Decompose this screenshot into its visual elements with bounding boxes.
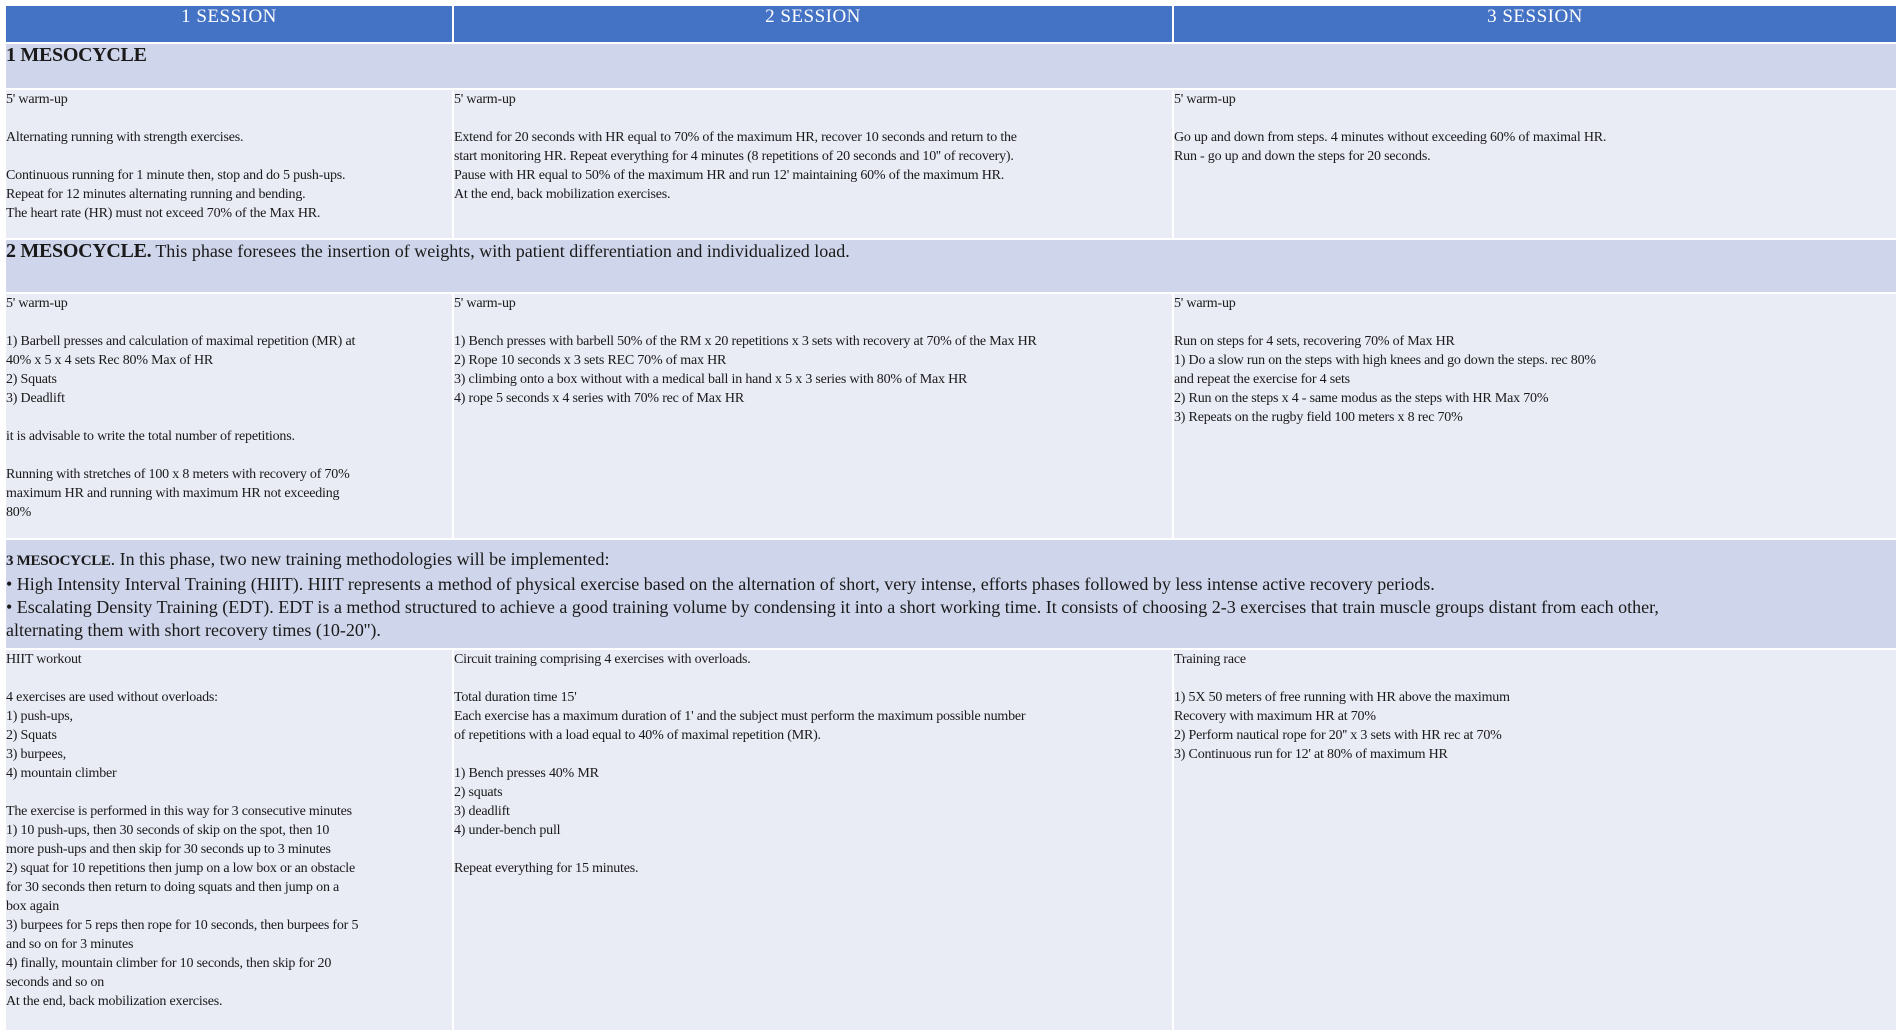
session-line: Total duration time 15' — [454, 690, 577, 705]
session-line: 5' warm-up — [6, 296, 68, 311]
line-spacer — [6, 446, 452, 465]
session-line: 5' warm-up — [454, 92, 516, 107]
session-line: Pause with HR equal to 50% of the maximum HR and run 12' maintaining 60% of the maximum HR. — [454, 168, 1005, 183]
session-line: 5' warm-up — [1174, 92, 1236, 107]
session-line: 4) rope 5 seconds x 4 series with 70% rec of Max HR — [454, 391, 744, 406]
line-spacer — [1174, 669, 1896, 688]
session-line: Go up and down from steps. 4 minutes without exceeding 60% of maximal HR. — [1174, 130, 1607, 145]
mesocycle-3-bullet-edt-cont: alternating them with short recovery times (10-20''). — [6, 620, 381, 640]
mesocycle-1-row — [5, 43, 1897, 89]
meso1-session3-cell — [1173, 89, 1897, 239]
session-line: 1) push-ups, — [6, 709, 73, 724]
session-line: more push-ups and then skip for 30 seconds up to 3 minutes — [6, 842, 331, 857]
mesocycle-3-sessions — [5, 649, 1897, 1031]
session-line: 5' warm-up — [454, 296, 516, 311]
session-line: 1) 5X 50 meters of free running with HR above the maximum — [1174, 690, 1510, 705]
line-spacer — [454, 669, 1172, 688]
session-line: Training race — [1174, 652, 1246, 667]
session-line: At the end, back mobilization exercises. — [6, 994, 223, 1009]
session-line: 2) Squats — [6, 728, 57, 743]
session-line: maximum HR and running with maximum HR not exceeding — [6, 486, 340, 501]
session-line: it is advisable to write the total number of repetitions. — [6, 429, 295, 444]
meso3-session1-cell — [5, 649, 453, 1031]
session-line: 4) finally, mountain climber for 10 seconds, then skip for 20 — [6, 956, 332, 971]
session-line: 3) deadlift — [454, 804, 510, 819]
session-line: 5' warm-up — [1174, 296, 1236, 311]
header-session-3: 3 SESSION — [1173, 5, 1897, 43]
session-line: Run on steps for 4 sets, recovering 70% of Max HR — [1174, 334, 1455, 349]
session-line: At the end, back mobilization exercises. — [454, 187, 671, 202]
session-line: HIIT workout — [6, 652, 82, 667]
header-row — [5, 5, 1897, 43]
session-line: 3) climbing onto a box without with a medical ball in hand x 5 x 3 series with 80% of Max HR — [454, 372, 968, 387]
session-line: 2) Perform nautical rope for 20'' x 3 sets with HR rec at 70% — [1174, 728, 1502, 743]
mesocycle-2-header — [5, 239, 1897, 293]
session-line: The heart rate (HR) must not exceed 70% of the Max HR. — [6, 206, 321, 221]
session-line: of repetitions with a load equal to 40% of maximal repetition (MR). — [454, 728, 821, 743]
mesocycle-2-row — [5, 239, 1897, 293]
training-schedule-table — [4, 4, 1898, 1032]
line-spacer — [6, 408, 452, 427]
mesocycle-3-description: . In this phase, two new training methodologies will be implemented: — [110, 549, 610, 569]
session-line: and repeat the exercise for 4 sets — [1174, 372, 1350, 387]
mesocycle-1-title: 1 MESOCYCLE — [6, 44, 147, 66]
session-line: start monitoring HR. Repeat everything for 4 minutes (8 repetitions of 20 seconds and 10'' of recovery). — [454, 149, 1014, 164]
line-spacer — [6, 109, 452, 128]
line-spacer — [6, 669, 452, 688]
mesocycle-1-header — [5, 43, 1897, 89]
session-line: Each exercise has a maximum duration of 1' and the subject must perform the maximum possible number — [454, 709, 1026, 724]
meso2-session2-cell — [453, 293, 1173, 539]
session-line: 4 exercises are used without overloads: — [6, 690, 218, 705]
line-spacer — [1174, 313, 1896, 332]
session-line: Repeat for 12 minutes alternating running and bending. — [6, 187, 306, 202]
mesocycle-3-bullet-hiit: • High Intensity Interval Training (HIIT). HIIT represents a method of physical exercise based on the alternation of short, very intense, efforts phases followed by less intense active recovery periods. — [6, 574, 1435, 594]
line-spacer — [454, 840, 1172, 859]
session-line: 4) under-bench pull — [454, 823, 561, 838]
mesocycle-1-sessions — [5, 89, 1897, 239]
session-line: The exercise is performed in this way for 3 consecutive minutes — [6, 804, 352, 819]
session-line: Repeat everything for 15 minutes. — [454, 861, 639, 876]
mesocycle-2-sessions — [5, 293, 1897, 539]
session-line: 3) Repeats on the rugby field 100 meters x 8 rec 70% — [1174, 410, 1463, 425]
session-line: 2) Squats — [6, 372, 57, 387]
line-spacer — [1174, 109, 1896, 128]
session-line: 1) Bench presses 40% MR — [454, 766, 599, 781]
session-line: for 30 seconds then return to doing squats and then jump on a — [6, 880, 340, 895]
session-line: Circuit training comprising 4 exercises with overloads. — [454, 652, 751, 667]
mesocycle-3-bullet-edt: • Escalating Density Training (EDT). EDT is a method structured to achieve a good training volume by condensing it into a short working time. It consists of choosing 2-3 exercises that train muscle groups distant from each other, — [6, 597, 1659, 617]
mesocycle-2-description: This phase foresees the insertion of weights, with patient differentiation and individualized load. — [155, 241, 850, 261]
meso1-session2-cell — [453, 89, 1173, 239]
line-spacer — [6, 783, 452, 802]
session-line: 40% x 5 x 4 sets Rec 80% Max of HR — [6, 353, 214, 368]
session-line: 2) squat for 10 repetitions then jump on a low box or an obstacle — [6, 861, 355, 876]
line-spacer — [6, 147, 452, 166]
session-line: Recovery with maximum HR at 70% — [1174, 709, 1376, 724]
session-line: 3) Deadlift — [6, 391, 65, 406]
line-spacer — [6, 313, 452, 332]
meso1-session1-cell — [5, 89, 453, 239]
meso3-session2-cell — [453, 649, 1173, 1031]
session-line: 2) squats — [454, 785, 503, 800]
header-session-1: 1 SESSION — [5, 5, 453, 43]
mesocycle-3-header — [5, 539, 1897, 649]
session-line: 3) burpees, — [6, 747, 67, 762]
session-line: 1) Barbell presses and calculation of maximal repetition (MR) at — [6, 334, 356, 349]
session-line: 5' warm-up — [6, 92, 68, 107]
session-line: 1) 10 push-ups, then 30 seconds of skip on the spot, then 10 — [6, 823, 330, 838]
session-line: box again — [6, 899, 60, 914]
session-line: 2) Rope 10 seconds x 3 sets REC 70% of max HR — [454, 353, 727, 368]
mesocycle-3-title: 3 MESOCYCLE — [6, 553, 111, 569]
session-line: 1) Do a slow run on the steps with high knees and go down the steps. rec 80% — [1174, 353, 1596, 368]
session-line: 4) mountain climber — [6, 766, 117, 781]
session-line: Alternating running with strength exercises. — [6, 130, 244, 145]
session-line: 3) Continuous run for 12' at 80% of maximum HR — [1174, 747, 1448, 762]
line-spacer — [454, 745, 1172, 764]
session-line: 2) Run on the steps x 4 - same modus as the steps with HR Max 70% — [1174, 391, 1549, 406]
session-line: seconds and so on — [6, 975, 105, 990]
session-line: and so on for 3 minutes — [6, 937, 134, 952]
session-line: 3) burpees for 5 reps then rope for 10 seconds, then burpees for 5 — [6, 918, 359, 933]
line-spacer — [454, 313, 1172, 332]
meso2-session3-cell — [1173, 293, 1897, 539]
line-spacer — [454, 109, 1172, 128]
mesocycle-3-row — [5, 539, 1897, 649]
session-line: Run - go up and down the steps for 20 seconds. — [1174, 149, 1431, 164]
session-line: 1) Bench presses with barbell 50% of the RM x 20 repetitions x 3 sets with recovery at 70% of the Max HR — [454, 334, 1037, 349]
meso2-session1-cell — [5, 293, 453, 539]
session-line: Running with stretches of 100 x 8 meters with recovery of 70% — [6, 467, 350, 482]
meso3-session3-cell — [1173, 649, 1897, 1031]
mesocycle-2-title: 2 MESOCYCLE. — [6, 240, 152, 262]
session-line: Extend for 20 seconds with HR equal to 70% of the maximum HR, recover 10 seconds and return to the — [454, 130, 1017, 145]
header-session-2: 2 SESSION — [453, 5, 1173, 43]
session-line: 80% — [6, 505, 32, 520]
session-line: Continuous running for 1 minute then, stop and do 5 push-ups. — [6, 168, 346, 183]
